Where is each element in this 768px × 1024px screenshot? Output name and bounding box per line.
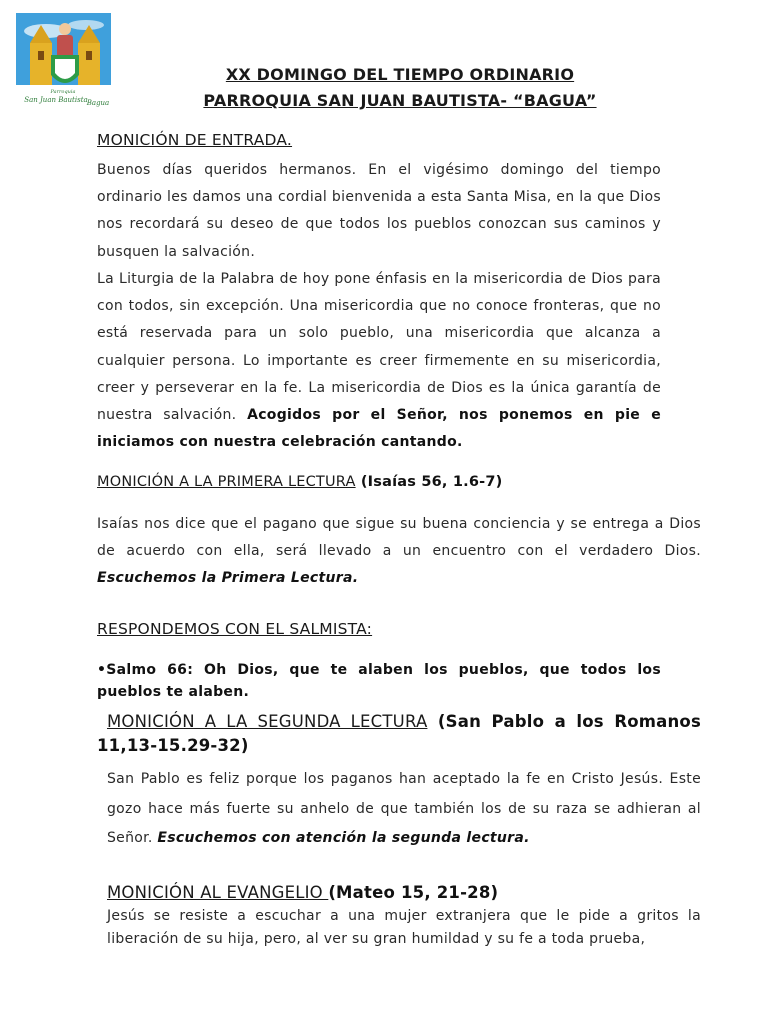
entrada-paragraph-1: Buenos días queridos hermanos. En el vigésimo domingo del tiempo ordinario les damos una cordial bienvenida a esta Santa Misa, en la que Dios nos recordará su deseo de que todos los pueblos conozcan sus caminos y busquen la salvación.	[97, 162, 661, 260]
segunda-lectura-ref: (San Pablo a los Romanos 11,13-15.29-32)	[97, 712, 701, 755]
title-line-2: PARROQUIA SAN JUAN BAUTISTA- “BAGUA”	[203, 91, 597, 110]
segunda-lectura-heading	[97, 710, 701, 758]
entrada-heading: MONICIÓN DE ENTRADA.	[97, 131, 293, 149]
evangelio-paragraph: Jesús se resiste a escuchar a una mujer extranjera que le pide a gritos la liberación de su hija, pero, al ver su gran humildad y su fe a toda prueba,	[107, 908, 701, 947]
primera-lectura-heading	[97, 474, 502, 490]
logo-text-main: San Juan Bautista	[24, 96, 88, 104]
logo-text-top: Parroquia	[50, 89, 76, 95]
primera-lectura-paragraph	[97, 511, 701, 593]
salmista-heading: RESPONDEMOS CON EL SALMISTA:	[97, 620, 373, 638]
evangelio-heading	[107, 883, 498, 902]
primera-lectura-title: MONICIÓN A LA PRIMERA LECTURA	[97, 474, 356, 490]
segunda-lectura-title: MONICIÓN A LA SEGUNDA LECTURA	[107, 712, 428, 731]
segunda-lectura-emph: Escuchemos con atención la segunda lectura.	[157, 830, 530, 846]
entrada-paragraph-2-bold: Acogidos por el Señor, nos ponemos en pie e iniciamos con nuestra celebración cantando.	[97, 407, 661, 451]
segunda-lectura-text: San Pablo es feliz porque los paganos han aceptado la fe en Cristo Jesús. Este gozo hace más fuerte su anhelo de que también los de su raza se adhieran al Señor.	[107, 771, 701, 846]
evangelio-ref: (Mateo 15, 21-28)	[328, 883, 499, 902]
entrada-paragraph-2	[97, 266, 661, 456]
parish-logo	[16, 13, 111, 111]
primera-lectura-text: Isaías nos dice que el pagano que sigue su buena conciencia y se entrega a Dios de acuerdo con ella, será llevado a un encuentro con el verdadero Dios.	[97, 516, 701, 560]
primera-lectura-emph: Escuchemos la Primera Lectura.	[97, 570, 359, 587]
logo-text-place: Bagua	[86, 99, 110, 107]
salmo-text: •Salmo 66: Oh Dios, que te alaben los pueblos, que todos los pueblos te alaben.	[97, 662, 661, 700]
evangelio-title: MONICIÓN AL EVANGELIO	[107, 883, 329, 902]
entrada-paragraph-2-text: La Liturgia de la Palabra de hoy pone énfasis en la misericordia de Dios para con todos, sin excepción. Una misericordia que no conoce fronteras, que no está reservada para un solo pueblo, una misericordia que alcanza a cualquier persona. Lo importante es creer firmemente en su misericordia, creer y perseverar en la fe. La misericordia de Dios es la única garantía de nuestra salvación.	[97, 271, 661, 424]
title-line-1: XX DOMINGO DEL TIEMPO ORDINARIO	[225, 65, 575, 84]
primera-lectura-ref: (Isaías 56, 1.6-7)	[355, 474, 503, 490]
segunda-lectura-paragraph	[107, 765, 701, 854]
